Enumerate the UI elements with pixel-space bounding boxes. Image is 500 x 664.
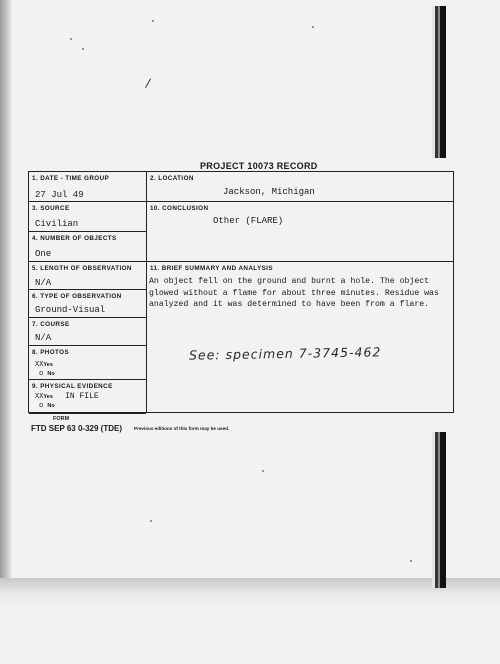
form-code: FTD SEP 63 0-329 (TDE): [31, 424, 122, 433]
summary-text: An object fell on the ground and burnt a hole. The object glowed without a flame for about three minutes. Residue was analyzed and it was determined to have been from a flare.: [149, 277, 439, 309]
source-label: 3. SOURCE: [32, 205, 70, 212]
dust-speck: [262, 470, 264, 472]
dust-speck: [152, 20, 154, 22]
photos-yes-mark: XX: [35, 361, 44, 369]
physical-evidence-yes-mark: XX: [35, 393, 44, 401]
course-value: N/A: [35, 333, 52, 343]
scan-shadow-bottom: [0, 578, 500, 604]
physical-evidence-yes-option: [35, 392, 99, 401]
length-of-observation-label: 5. LENGTH OF OBSERVATION: [32, 265, 132, 272]
dust-speck: [70, 38, 72, 40]
photos-no-option: [39, 370, 55, 378]
source-value: Civilian: [35, 219, 79, 229]
number-of-objects-label: 4. NUMBER OF OBJECTS: [32, 235, 117, 242]
type-of-observation-value: Ground-Visual: [35, 305, 106, 315]
physical-evidence-no-option: [39, 402, 55, 410]
length-of-observation-value: N/A: [35, 278, 52, 288]
physical-evidence-no-label: No: [47, 403, 55, 409]
number-of-objects-cell: [29, 232, 146, 262]
handwritten-specimen-note: See: specimen 7-3745-462: [188, 344, 382, 363]
dust-speck: [82, 48, 84, 50]
stray-mark: /: [144, 75, 152, 91]
summary-cell: [147, 262, 453, 414]
course-label: 7. COURSE: [32, 321, 70, 328]
date-time-label: 1. DATE - TIME GROUP: [32, 175, 110, 182]
conclusion-cell: [147, 202, 453, 262]
photos-label: 8. PHOTOS: [32, 349, 70, 356]
location-value: Jackson, Michigan: [223, 187, 315, 197]
type-of-observation-label: 6. TYPE OF OBSERVATION: [32, 293, 122, 300]
photos-no-mark: o: [39, 370, 44, 378]
conclusion-label: 10. CONCLUSION: [150, 205, 209, 212]
length-of-observation-cell: [29, 262, 146, 290]
scan-shadow-left: [0, 0, 12, 580]
type-of-observation-cell: [29, 290, 146, 318]
dust-speck: [150, 520, 152, 522]
photos-yes-label: Yes: [43, 362, 53, 368]
date-time-value: 27 Jul 49: [35, 190, 84, 200]
dust-speck: [312, 26, 314, 28]
form-word: FORM: [53, 416, 70, 422]
form-note: Previous editions of this form may be used.: [134, 426, 230, 431]
film-edge-bar-bottom: [432, 432, 446, 588]
date-time-cell: [29, 172, 146, 202]
source-cell: [29, 202, 146, 232]
photos-yes-option: [35, 361, 53, 369]
summary-label: 11. BRIEF SUMMARY AND ANALYSIS: [150, 265, 273, 272]
course-cell: [29, 318, 146, 346]
number-of-objects-value: One: [35, 249, 52, 259]
physical-evidence-label: 9. PHYSICAL EVIDENCE: [32, 383, 113, 390]
physical-evidence-yes-label: Yes: [43, 394, 53, 400]
location-label: 2. LOCATION: [150, 175, 194, 182]
physical-evidence-cell: [29, 380, 146, 414]
photos-cell: [29, 346, 146, 380]
record-form: [28, 171, 454, 413]
record-title: PROJECT 10073 RECORD: [200, 161, 318, 171]
physical-evidence-note: IN FILE: [65, 392, 99, 401]
photos-no-label: No: [47, 371, 55, 377]
conclusion-value: Other (FLARE): [213, 216, 284, 226]
physical-evidence-no-mark: o: [39, 402, 44, 410]
dust-speck: [410, 560, 412, 562]
film-edge-bar-top: [432, 6, 446, 158]
location-cell: [147, 172, 453, 202]
